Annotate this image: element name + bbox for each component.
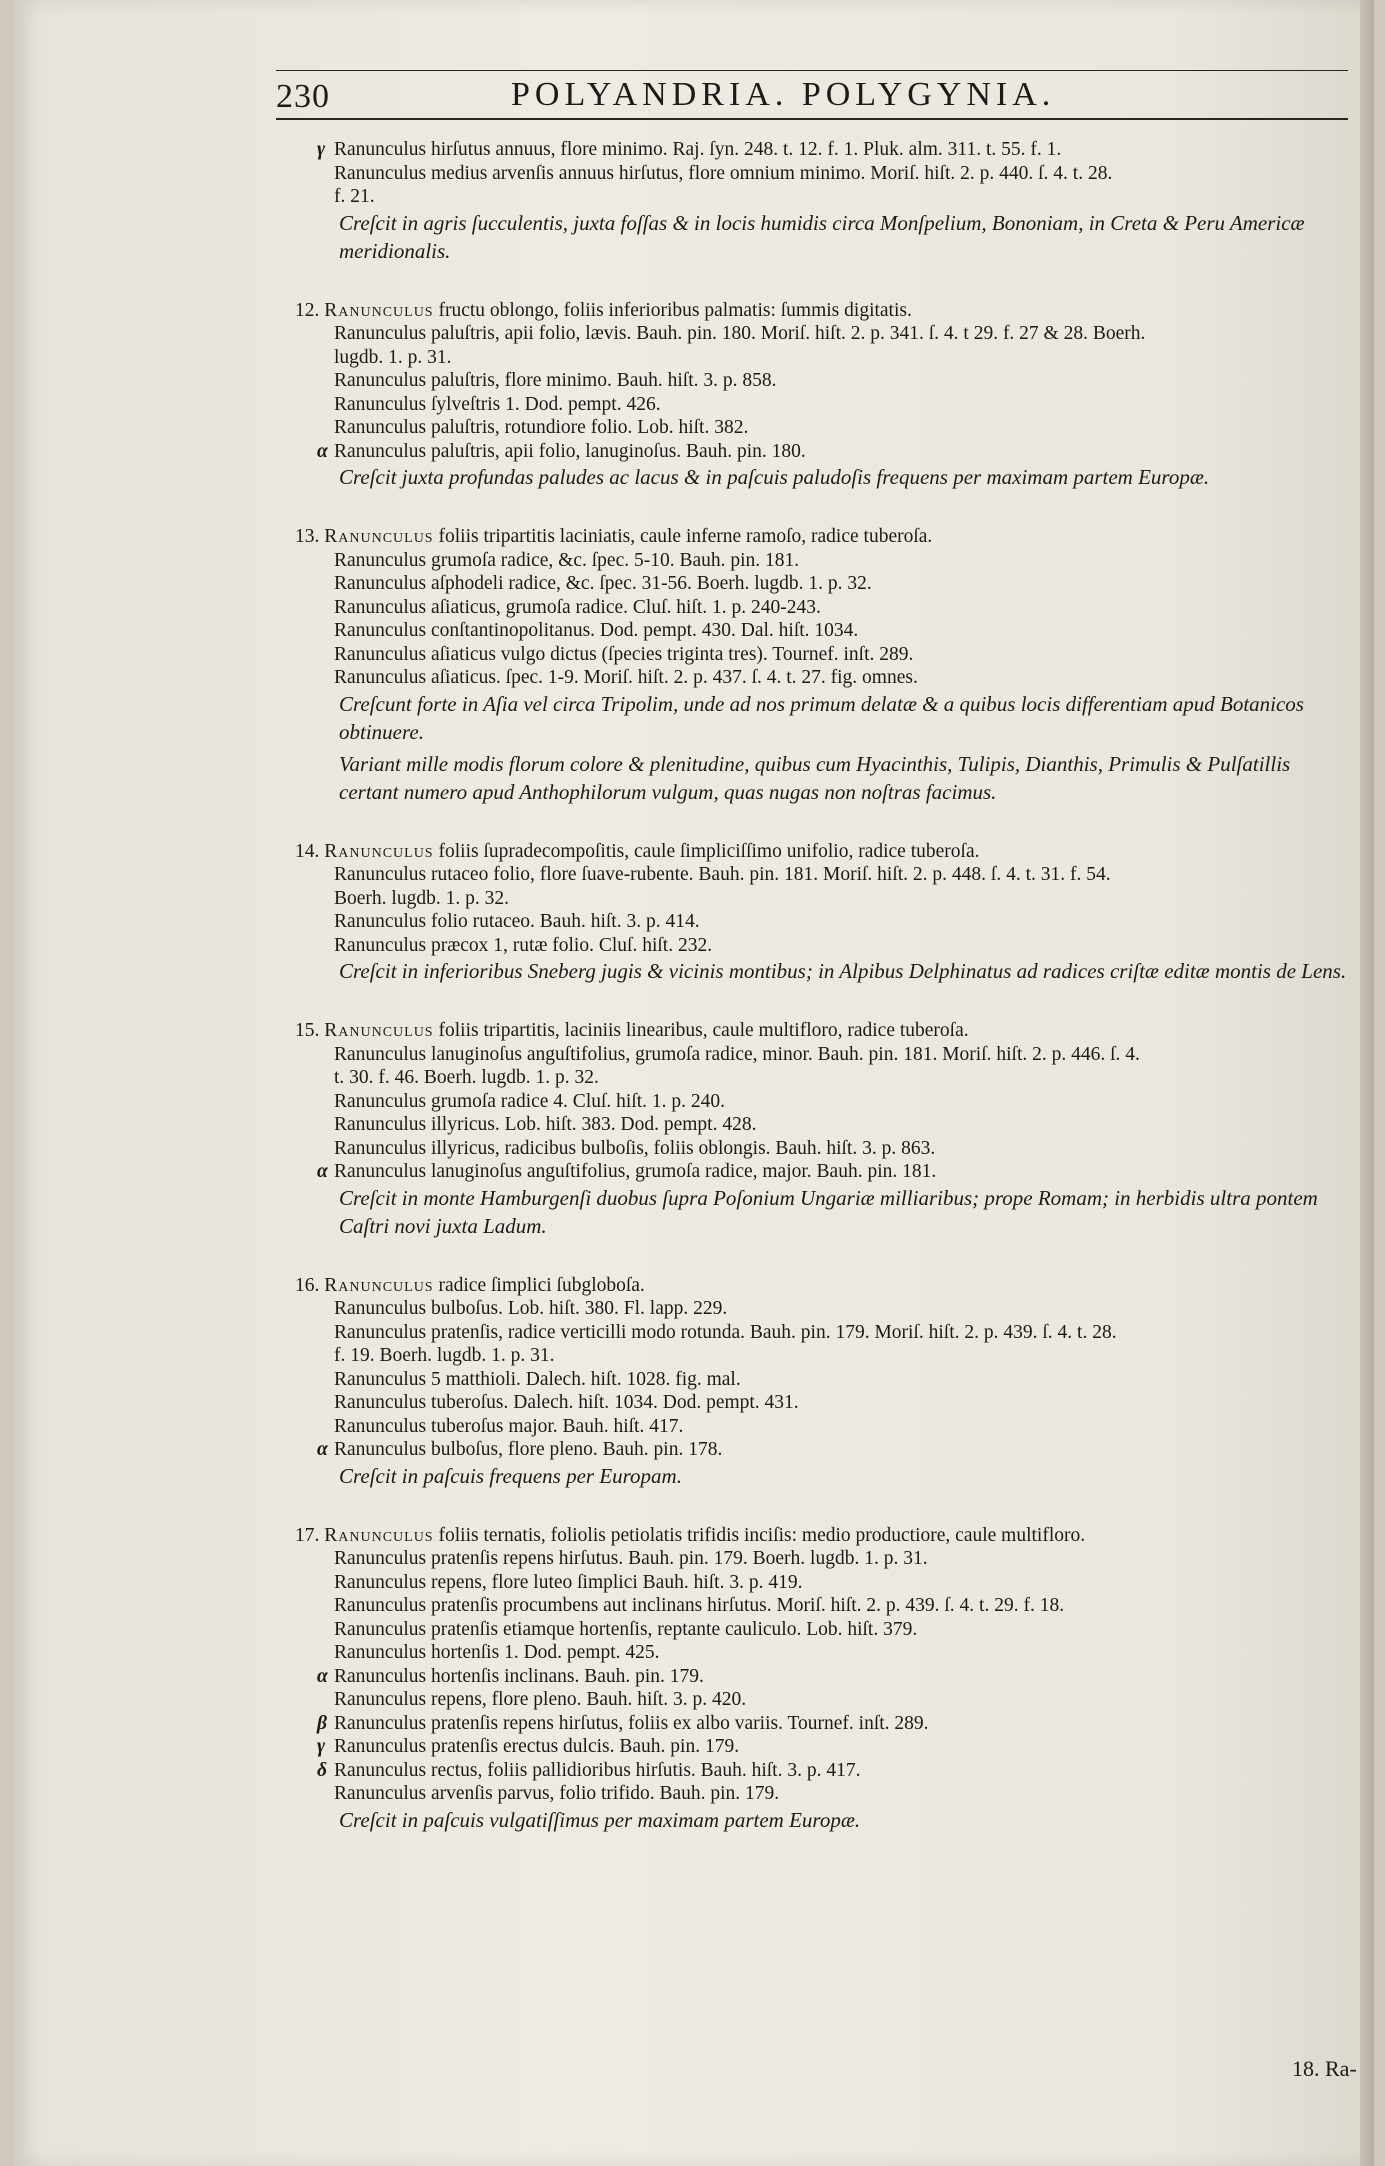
synonym-text: Ranunculus bulboſus. Lob. hiſt. 380. Fl. lapp. 229. bbox=[334, 1298, 728, 1319]
synonym-text: Ranunculus grumoſa radice, &c. ſpec. 5-10. Bauh. pin. 181. bbox=[334, 549, 800, 571]
synonym-text: Ranunculus paluſtris, flore minimo. Bauh. hiſt. 3. p. 858. bbox=[334, 370, 777, 391]
synonym-line bbox=[299, 1438, 1349, 1462]
species-number: 13. bbox=[295, 526, 320, 547]
species-entry bbox=[295, 840, 1349, 986]
synonym-text: Ranunculus folio rutaceo. Bauh. hiſt. 3. p. 414. bbox=[334, 911, 700, 932]
synonym-text: Ranunculus paluſtris, apii folio, lanuginoſus. Bauh. pin. 180. bbox=[334, 440, 806, 462]
species-heading bbox=[295, 299, 1349, 323]
synonym-line bbox=[299, 185, 1349, 209]
book-page bbox=[14, 0, 1374, 2166]
species-entry bbox=[295, 1019, 1349, 1240]
synonym-line bbox=[299, 393, 1349, 417]
synonym-text: Ranunculus bulboſus, flore pleno. Bauh. pin. 178. bbox=[334, 1439, 723, 1460]
page-number: 230 bbox=[276, 78, 330, 115]
synonym-text: Ranunculus hirſutus annuus, flore minimo. Raj. ſyn. 248. t. 12. f. 1. Pluk. alm. 311. t. 55. f. 1. bbox=[334, 139, 1062, 160]
synonym-text: Ranunculus pratenſis, radice verticilli modo rotunda. Bauh. pin. 179. Moriſ. hiſt. 2. p. 439. ſ. 4. t. 28. bbox=[334, 1321, 1117, 1343]
synonym-line bbox=[299, 1759, 1349, 1783]
species-heading bbox=[295, 1524, 1349, 1548]
header-rule bbox=[276, 118, 1348, 120]
diagnosis-text: fructu oblongo, foliis inferioribus palmatis: ſummis digitatis. bbox=[438, 299, 912, 321]
synonym-text: Ranunculus pratenſis procumbens aut inclinans hirſutus. Moriſ. hiſt. 2. p. 439. ſ. 4. t. 29. f. 18. bbox=[334, 1595, 1065, 1616]
synonym-line bbox=[299, 162, 1349, 186]
synonym-line bbox=[299, 346, 1349, 370]
synonym-line bbox=[299, 1066, 1349, 1090]
synonym-line bbox=[299, 1090, 1349, 1114]
synonym-text: Ranunculus lanuginoſus anguſtifolius, grumoſa radice, minor. Bauh. pin. 181. Moriſ. hiſt. 2. p. 446. ſ. 4. bbox=[334, 1043, 1140, 1065]
synonym-line bbox=[299, 416, 1349, 440]
species-heading bbox=[295, 1019, 1349, 1043]
synonym-line bbox=[299, 1547, 1349, 1571]
genus-name: Ranunculus bbox=[324, 1274, 434, 1296]
synonym-line bbox=[299, 643, 1349, 667]
synonym-text: Ranunculus aſiaticus, grumoſa radice. Cluſ. hiſt. 1. p. 240-243. bbox=[334, 596, 821, 618]
diagnosis-text: foliis tripartitis, laciniis linearibus, caule multifloro, radice tuberoſa. bbox=[438, 1020, 969, 1041]
synonym-line bbox=[299, 1688, 1349, 1712]
genus-name: Ranunculus bbox=[324, 526, 434, 547]
synonym-text: Ranunculus hortenſis 1. Dod. pempt. 425. bbox=[334, 1642, 660, 1663]
synonym-text: f. 19. Boerh. lugdb. 1. p. 31. bbox=[334, 1345, 555, 1366]
synonym-text: Ranunculus aſiaticus. ſpec. 1-9. Moriſ. hiſt. 2. p. 437. ſ. 4. t. 27. fig. omnes. bbox=[334, 667, 918, 688]
synonym-line bbox=[299, 619, 1349, 643]
synonym-text: Ranunculus ſylveſtris 1. Dod. pempt. 426. bbox=[334, 393, 661, 415]
catchword: 18. Ra- bbox=[1292, 2056, 1357, 2081]
species-entry bbox=[295, 1274, 1349, 1490]
synonym-text: Ranunculus hortenſis inclinans. Bauh. pin. 179. bbox=[334, 1665, 704, 1687]
variety-marker: β bbox=[317, 1712, 327, 1734]
synonym-line bbox=[299, 1297, 1349, 1321]
variety-marker: α bbox=[317, 1665, 328, 1687]
diagnosis-text: radice ſimplici ſubgloboſa. bbox=[438, 1274, 645, 1296]
synonym-text: Ranunculus repens, flore luteo ſimplici Bauh. hiſt. 3. p. 419. bbox=[334, 1571, 803, 1593]
synonym-text: Ranunculus tuberoſus major. Bauh. hiſt. 417. bbox=[334, 1415, 684, 1437]
synonym-text: Ranunculus pratenſis etiamque hortenſis, reptante cauliculo. Lob. hiſt. 379. bbox=[334, 1618, 918, 1640]
species-entry bbox=[295, 1524, 1349, 1834]
synonym-text: Ranunculus paluſtris, apii folio, lævis. Bauh. pin. 180. Moriſ. hiſt. 2. p. 341. ſ. 4. t 29. f. 27 & 28. Boerh. bbox=[334, 323, 1146, 344]
synonym-text: Ranunculus pratenſis repens hirſutus, foliis ex albo variis. Tournef. inſt. 289. bbox=[334, 1712, 929, 1734]
synonym-line bbox=[299, 369, 1349, 393]
habitat-text: Creſcit in paſcuis vulgatiſſimus per maximam partem Europæ. bbox=[339, 1807, 861, 1832]
variety-marker: δ bbox=[317, 1759, 327, 1781]
synonym-line bbox=[299, 910, 1349, 934]
species-heading bbox=[295, 1274, 1349, 1298]
running-title: POLYANDRIA. POLYGYNIA. bbox=[511, 76, 1056, 113]
synonym-text: Ranunculus pratenſis repens hirſutus. Bauh. pin. 179. Boerh. lugdb. 1. p. 31. bbox=[334, 1548, 928, 1569]
genus-name: Ranunculus bbox=[324, 299, 434, 321]
species-number: 14. bbox=[295, 840, 320, 862]
species-entry bbox=[295, 299, 1349, 492]
variety-marker: α bbox=[317, 1161, 328, 1182]
synonym-text: Ranunculus pratenſis erectus dulcis. Bauh. pin. 179. bbox=[334, 1736, 740, 1757]
synonym-line bbox=[299, 934, 1349, 958]
synonym-line bbox=[299, 1137, 1349, 1161]
synonym-line bbox=[299, 1321, 1349, 1345]
note-text: Variant mille modis florum colore & plenitudine, quibus cum Hyacinthis, Tulipis, Dianthis, Primulis & Pulſatillis certant numero apud Anthophilorum vulgum, quas nugas non noſtras facimus. bbox=[339, 751, 1291, 804]
synonym-line bbox=[299, 1618, 1349, 1642]
synonym-text: Ranunculus illyricus. Lob. hiſt. 383. Dod. pempt. 428. bbox=[334, 1114, 757, 1135]
diagnosis-text: foliis tripartitis laciniatis, caule inferne ramoſo, radice tuberoſa. bbox=[438, 526, 933, 547]
synonym-text: Ranunculus tuberoſus. Dalech. hiſt. 1034. Dod. pempt. 431. bbox=[334, 1392, 799, 1413]
variety-marker: γ bbox=[317, 139, 326, 160]
synonym-line bbox=[299, 1043, 1349, 1067]
synonym-line bbox=[299, 572, 1349, 596]
habitat-text: Creſcit in agris ſucculentis, juxta foſſas & in locis humidis circa Monſpelium, Bononiam, in Creta & Peru Americæ meridionalis. bbox=[339, 210, 1305, 263]
synonym-line bbox=[299, 1113, 1349, 1137]
diagnosis-text: foliis ternatis, foliolis petiolatis trifidis inciſis: medio productiore, caule multifloro. bbox=[438, 1524, 1086, 1546]
synonym-text: Ranunculus paluſtris, rotundiore folio. Lob. hiſt. 382. bbox=[334, 417, 749, 438]
synonym-text: Ranunculus grumoſa radice 4. Cluſ. hiſt. 1. p. 240. bbox=[334, 1090, 726, 1112]
habitat-text: Creſcunt forte in Aſia vel circa Tripolim, unde ad nos primum delatæ & a quibus locis differentiam apud Botanicos obtinuere. bbox=[339, 691, 1304, 744]
synonym-line bbox=[299, 1368, 1349, 1392]
header-rule-top bbox=[276, 70, 1348, 71]
synonym-line bbox=[299, 1344, 1349, 1368]
synonym-line bbox=[299, 1571, 1349, 1595]
species-number: 16. bbox=[295, 1274, 320, 1296]
synonym-line bbox=[299, 440, 1349, 464]
variety-marker: γ bbox=[317, 1736, 326, 1757]
synonym-line bbox=[299, 1782, 1349, 1806]
species-number: 12. bbox=[295, 299, 320, 321]
habitat-text: Creſcit in monte Hamburgenſi duobus ſupra Poſonium Ungariæ milliaribus; prope Romam; in herbidis ultra pontem Caſtri novi juxta Ladum. bbox=[339, 1185, 1318, 1238]
synonym-line bbox=[299, 1735, 1349, 1759]
variety-marker: α bbox=[317, 1439, 328, 1460]
synonym-text: t. 30. f. 46. Boerh. lugdb. 1. p. 32. bbox=[334, 1067, 599, 1088]
page-edge bbox=[1360, 0, 1374, 2166]
synonym-text: Ranunculus arvenſis parvus, folio trifido. Bauh. pin. 179. bbox=[334, 1783, 780, 1804]
synonym-text: f. 21. bbox=[334, 186, 375, 207]
habitat-text: Creſcit in inferioribus Sneberg jugis & vicinis montibus; in Alpibus Delphinatus ad radices criſtæ editæ montis de Lens. bbox=[339, 959, 1347, 983]
species-heading bbox=[295, 840, 1349, 864]
synonym-line bbox=[299, 1641, 1349, 1665]
species-number: 15. bbox=[295, 1020, 320, 1041]
synonym-text: Ranunculus repens, flore pleno. Bauh. hiſt. 3. p. 420. bbox=[334, 1689, 747, 1710]
synonym-line bbox=[299, 887, 1349, 911]
synonym-text: Ranunculus rutaceo folio, flore ſuave-rubente. Bauh. pin. 181. Moriſ. hiſt. 2. p. 448. ſ. 4. t. 31. f. 54. bbox=[334, 864, 1111, 885]
synonym-line bbox=[299, 1594, 1349, 1618]
synonym-line bbox=[299, 322, 1349, 346]
page-header bbox=[276, 64, 1348, 120]
synonym-line bbox=[299, 1160, 1349, 1184]
synonym-line bbox=[299, 863, 1349, 887]
synonym-line bbox=[299, 666, 1349, 690]
synonym-text: Ranunculus aſphodeli radice, &c. ſpec. 31-56. Boerh. lugdb. 1. p. 32. bbox=[334, 573, 872, 594]
species-heading bbox=[295, 525, 1349, 549]
synonym-text: Ranunculus medius arvenſis annuus hirſutus, flore omnium minimo. Moriſ. hiſt. 2. p. 440. ſ. 4. t. 28. bbox=[334, 162, 1113, 184]
synonym-line bbox=[299, 1712, 1349, 1736]
habitat-text: Creſcit juxta profundas paludes ac lacus & in paſcuis paludoſis frequens per maximam partem Europæ. bbox=[339, 465, 1210, 489]
genus-name: Ranunculus bbox=[324, 1020, 434, 1041]
synonym-line bbox=[299, 1665, 1349, 1689]
genus-name: Ranunculus bbox=[324, 840, 434, 862]
synonym-text: Ranunculus lanuginoſus anguſtifolius, grumoſa radice, major. Bauh. pin. 181. bbox=[334, 1161, 937, 1182]
synonym-text: Ranunculus illyricus, radicibus bulboſis, foliis oblongis. Bauh. hiſt. 3. p. 863. bbox=[334, 1137, 936, 1159]
species-entry bbox=[295, 525, 1349, 806]
diagnosis-text: foliis ſupradecompoſitis, caule ſimpliciſſimo unifolio, radice tuberoſa. bbox=[438, 840, 980, 862]
synonym-line bbox=[299, 596, 1349, 620]
variety-marker: α bbox=[317, 440, 328, 462]
synonym-text: Ranunculus aſiaticus vulgo dictus (ſpecies triginta tres). Tournef. inſt. 289. bbox=[334, 643, 914, 665]
species-entry bbox=[299, 138, 1349, 265]
synonym-line bbox=[299, 1415, 1349, 1439]
species-number: 17. bbox=[295, 1524, 320, 1546]
synonym-text: lugdb. 1. p. 31. bbox=[334, 346, 452, 368]
synonym-text: Ranunculus conſtantinopolitanus. Dod. pempt. 430. Dal. hiſt. 1034. bbox=[334, 620, 859, 641]
page-content bbox=[295, 138, 1349, 1868]
genus-name: Ranunculus bbox=[324, 1524, 434, 1546]
synonym-line bbox=[299, 549, 1349, 573]
synonym-text: Boerh. lugdb. 1. p. 32. bbox=[334, 887, 509, 909]
synonym-text: Ranunculus 5 matthioli. Dalech. hiſt. 1028. fig. mal. bbox=[334, 1368, 741, 1390]
synonym-text: Ranunculus præcox 1, rutæ folio. Cluſ. hiſt. 232. bbox=[334, 934, 713, 956]
synonym-line bbox=[299, 1391, 1349, 1415]
synonym-text: Ranunculus rectus, foliis pallidioribus hirſutis. Bauh. hiſt. 3. p. 417. bbox=[334, 1759, 861, 1781]
synonym-line bbox=[299, 138, 1349, 162]
habitat-text: Creſcit in paſcuis frequens per Europam. bbox=[339, 1463, 682, 1488]
